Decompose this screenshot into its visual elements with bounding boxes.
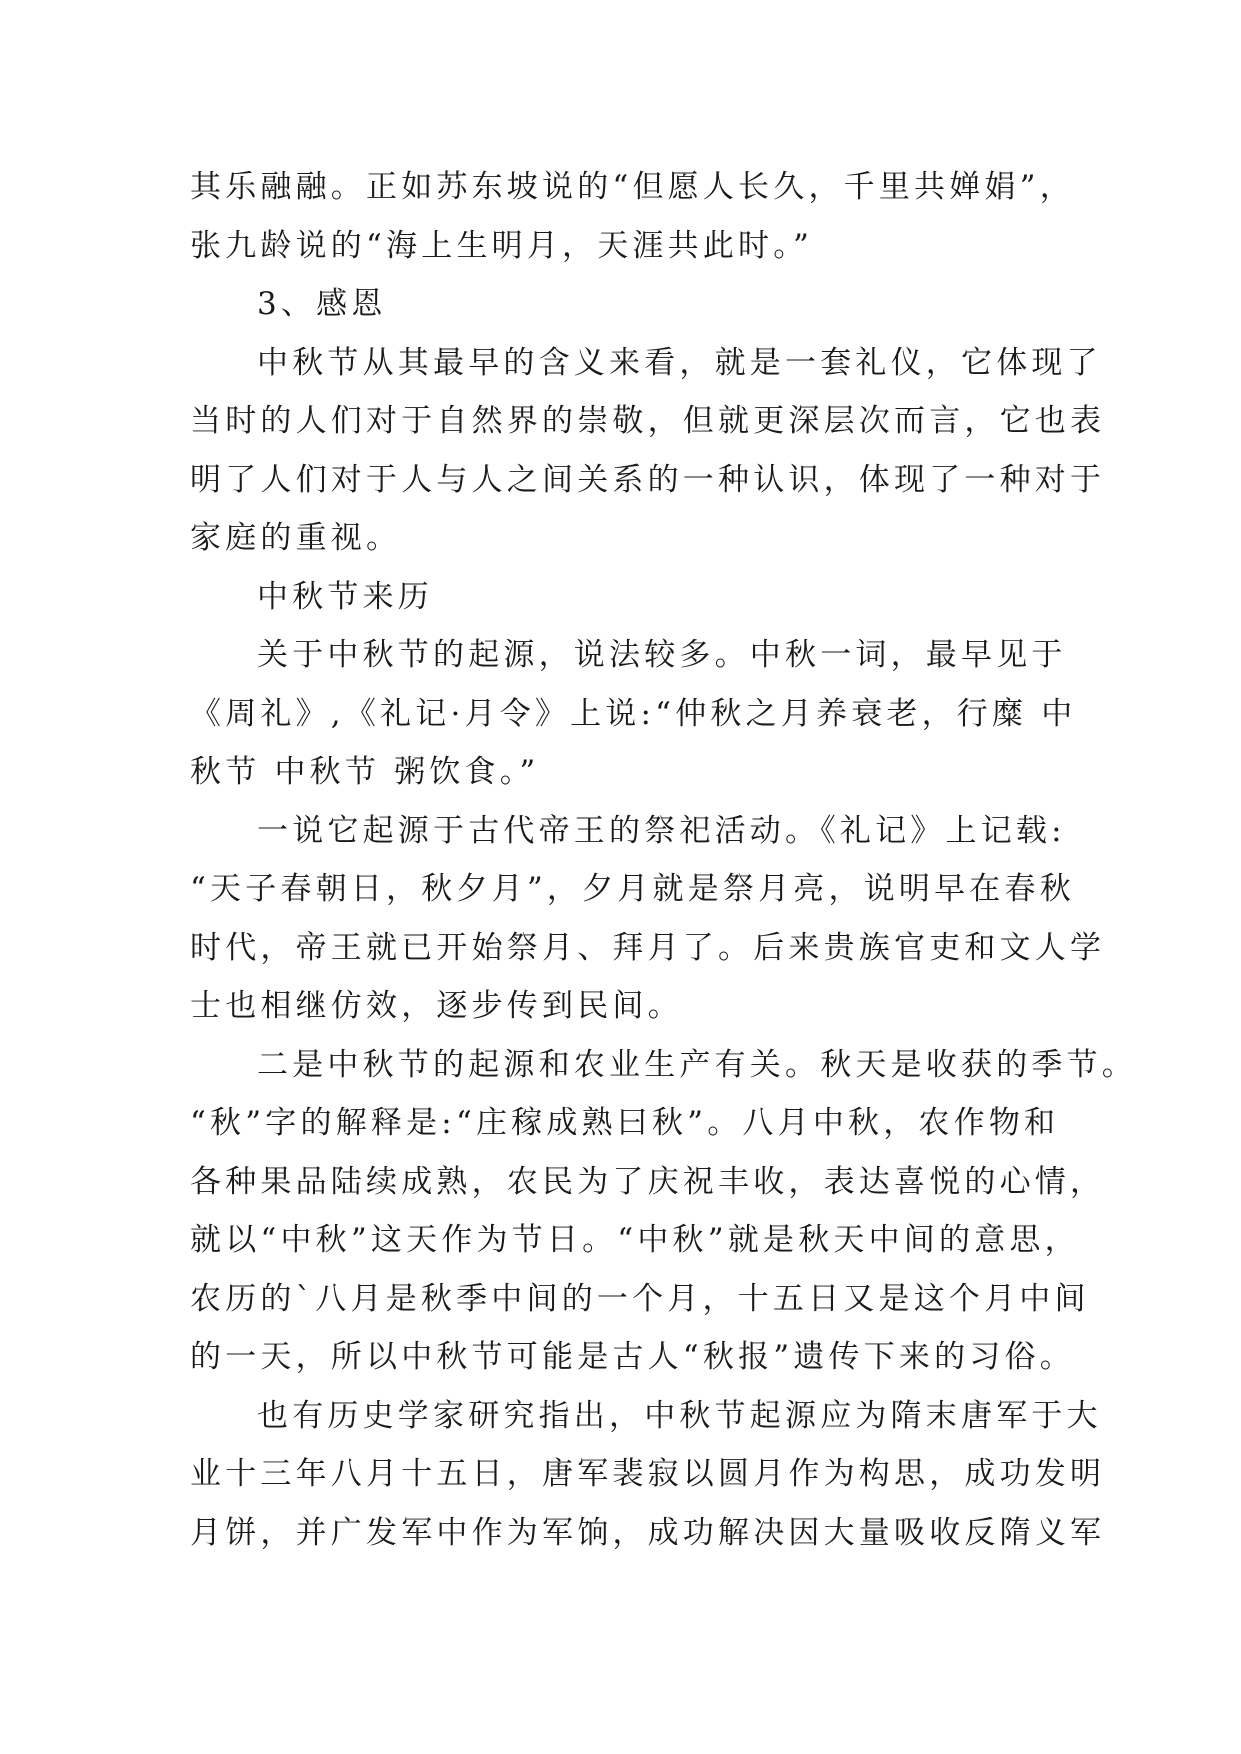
document-body <box>190 158 1137 1562</box>
text-line: 其乐融融。正如苏东坡说的“但愿人长久，千里共婵娟”， <box>190 169 1075 205</box>
text-line: 当时的人们对于自然界的崇敬，但就更深层次而言，它也表 <box>190 403 1106 439</box>
text-line: 各种果品陆续成熟，农民为了庆祝丰收，表达喜悦的心情， <box>190 1163 1106 1200</box>
text-line: 农历的`八月是秋季中间的一个月，十五日又是这个月中间 <box>190 1280 1090 1317</box>
text-line: 时代，帝王就已开始祭月、拜月了。后来贵族官吏和文人学 <box>190 929 1106 966</box>
text-line: 二是中秋节的起源和农业生产有关。秋天是收获的季节。 <box>257 1046 1137 1083</box>
text-line: 一说它起源于古代帝王的祭祀活动。《礼记》上记载: <box>257 812 1066 849</box>
text-line: 业十三年八月十五日，唐军裴寂以圆月作为构思，成功发明 <box>190 1456 1106 1492</box>
text-line: 《周礼》,《礼记·月令》上说:“仲秋之月养衰老，行糜 中 <box>190 695 1077 732</box>
text-line: 中秋节来历 <box>257 578 433 615</box>
text-line: 中秋节从其最早的含义来看，就是一套礼仪，它体现了 <box>257 344 1102 381</box>
text-line: 3、感恩 <box>257 286 387 322</box>
text-line: 就以“中秋”这天作为节日。“中秋”就是秋天中间的意思， <box>190 1222 1080 1258</box>
text-line: 的一天，所以中秋节可能是古人“秋报”遗传下来的习俗。 <box>190 1339 1075 1375</box>
text-line: 月饼，并广发军中作为军饷，成功解决因大量吸收反隋义军 <box>190 1514 1106 1551</box>
text-line: 也有历史学家研究指出，中秋节起源应为隋末唐军于大 <box>257 1397 1102 1434</box>
text-line: 关于中秋节的起源，说法较多。中秋一词，最早见于 <box>257 637 1067 673</box>
text-line: 家庭的重视。 <box>190 520 402 556</box>
text-line: 秋节 中秋节 粥饮食。” <box>190 754 540 790</box>
text-line: 士也相继仿效，逐步传到民间。 <box>190 988 683 1024</box>
text-line: 张九龄说的“海上生明月，天涯共此时。” <box>190 227 813 264</box>
text-line: 明了人们对于人与人之间关系的一种认识，体现了一种对于 <box>190 461 1106 498</box>
text-line: “天子春朝日，秋夕月”，夕月就是祭月亮，说明早在春秋 <box>190 871 1075 907</box>
text-line: “秋”字的解释是:“庄稼成熟曰秋”。八月中秋，农作物和 <box>190 1105 1060 1141</box>
